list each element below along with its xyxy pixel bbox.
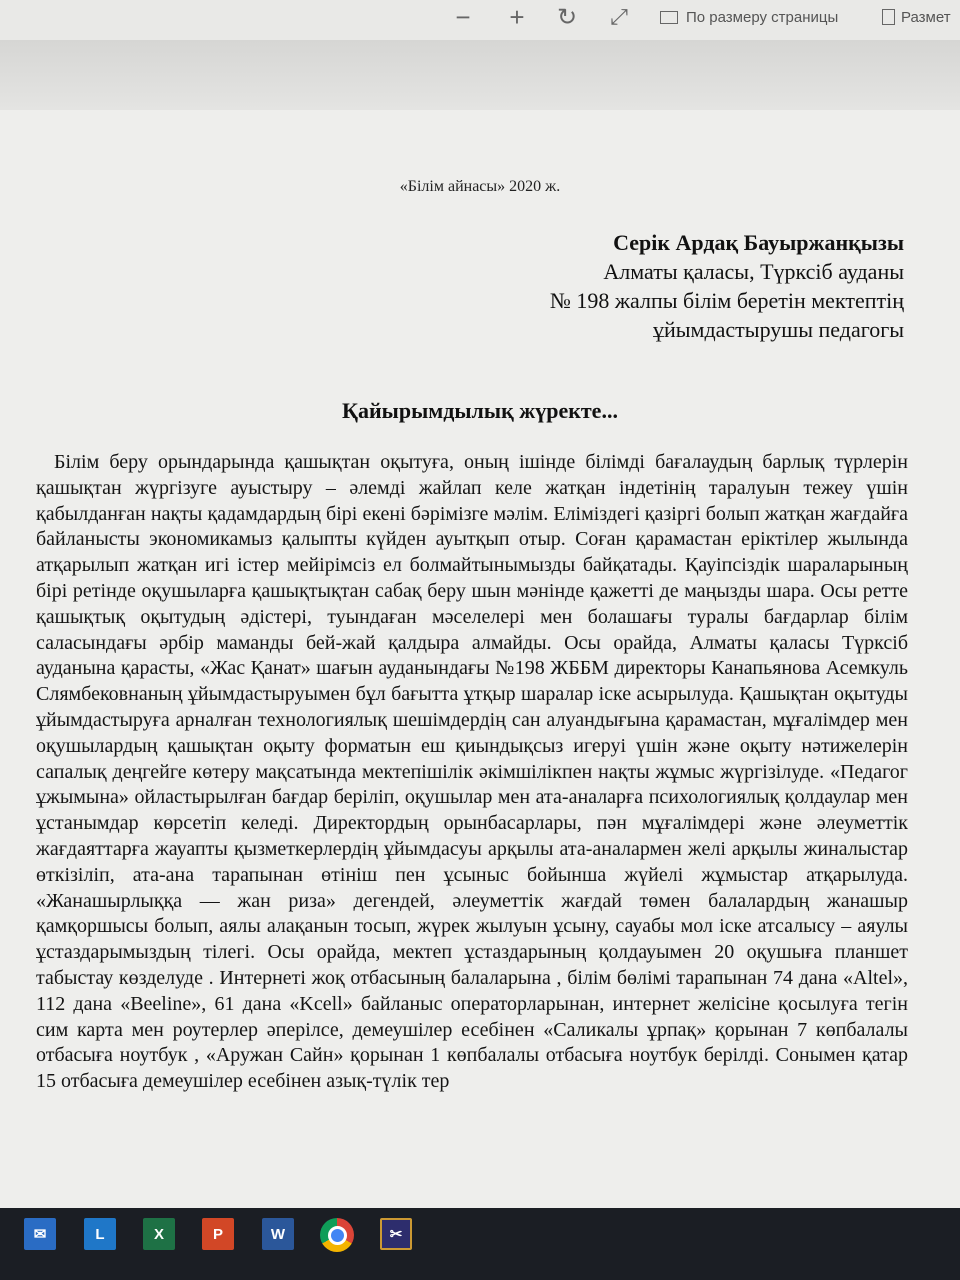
fit-page-button[interactable] — [660, 0, 838, 34]
snipping-tool-icon[interactable]: ✂ — [380, 1218, 412, 1250]
author-affiliation-line: № 198 жалпы білім беретін мектептің — [549, 288, 904, 313]
viewer-background — [0, 40, 960, 110]
author-name: Серік Ардақ Бауыржанқызы — [613, 230, 904, 255]
excel-icon[interactable]: X — [143, 1218, 175, 1250]
author-affiliation-line: ұйымдастырушы педагогы — [652, 317, 904, 342]
word-icon[interactable]: W — [262, 1218, 294, 1250]
rotate-button[interactable] — [552, 0, 582, 34]
zoom-in-button[interactable] — [502, 0, 532, 34]
plus-icon: + — [509, 1, 525, 32]
minus-icon: − — [455, 1, 471, 32]
article-title: Қайырымдылық жүректе... — [342, 398, 618, 423]
mail-icon[interactable]: ✉ — [24, 1218, 56, 1250]
author-affiliation-line: Алматы қаласы, Түрксіб ауданы — [603, 259, 904, 284]
document-page — [0, 110, 960, 1208]
fit-page-label: По размеру страницы — [686, 8, 839, 26]
author-block — [550, 228, 904, 344]
fit-page-icon — [660, 11, 678, 24]
size-label: Размет — [901, 8, 951, 26]
zoom-out-button[interactable] — [448, 0, 478, 34]
expand-icon: ⤢ — [610, 4, 628, 29]
viewer-toolbar — [0, 0, 960, 40]
header-note: «Білім айнасы» 2020 ж. — [399, 178, 561, 195]
powerpoint-icon[interactable]: P — [202, 1218, 234, 1250]
expand-button[interactable] — [604, 0, 634, 34]
chrome-icon[interactable] — [320, 1218, 354, 1252]
rotate-icon: ↻ — [556, 3, 578, 31]
chrome-center — [328, 1226, 347, 1245]
taskbar — [0, 1208, 960, 1280]
lync-icon[interactable]: L — [84, 1218, 116, 1250]
article-body: Білім беру орындарында қашықтан оқытуға, оның ішінде білімді бағалаудың барлық түрлерін қашықтан жүргізуге ауыстыру – әлемді жайлап келе жатқан індетінің таралуын тежеу үшін қабылданған нақты қадамдардың бірі екені бәрімізге мәлім. Еліміздегі қазіргі болып жатқан жағдайға байланысты экономикамыз қалыпты күйден ауытқып отыр. Соған қарамастан еріктілер жылында атқарылып жатқан игі істер мейірімсіз ел болмайтынымызды байқатады. Қауіпсіздік шараларының бірі ретінде оқушыларға қашықтықтан сабақ беру шын мәнінде қажетті де маңызды шара. Осы ретте қашықтық оқытудың әдістері, туындаған мәселелері мен болашағы туралы бағдарлар білім саласындағы әрбір маманды бей-жай қалдыра алмайды. Осы орайда, Алматы қаласы Түрксіб ауданына қарасты, «Жас Қанат» шағын ауданындағы №198 ЖББМ директоры Канапьянова Асемкуль Слямбековнаның ұйымдастыруымен бұл бағытта ұтқыр шаралар іске асырылуда. Қашықтан оқытуды ұйымдастыруға арналған технологиялық шешімдердің сан алуандығына қарамастан, мұғалімдер мен оқушылардың қашықтан оқыту форматын еш қиындықсыз игеруі үшін және оқыту нәтижелерін сапалық деңгейге көтеру мақсатында мектепішілік әкімшілікпен нақты жұмыс жүргізілуде. «Педагог ұжымына» ойластырылған бағдар беріліп, оқушылар мен ата-аналарға психологиялық қолдаулар мен ұстанымдар көрсетіп келеді. Директордың орынбасарлары, пән мұғалімдері және әлеуметтік жағдаяттарға жауапты қызметкерлердің ұйымдасуы арқылы ата-аналармен желі арқылы жиналыстар өткізіліп, ата-ана тарапынан өтініш пен ұсыныс бойынша жүйелі жұмыстар атқарылуда. «Жанашырлыққа — жан риза» дегендей, әлеуметтік жағдай төмен балалардың жанашыр қамқоршысы болып, аялы алақанын тосып, жүрек жылуын ұсыну, сауабы мол іске атсалысу – аяулы ұстаздарымыздың тілегі. Осы орайда, мектеп ұстаздарының қолдауымен 20 оқушыға планшет табыстау көзделуде . Интернеті жоқ отбасының балаларына , білім бөлімі тарапынан 74 дана «Altel», 112 дана «Beeline», 61 дана «Kcell» байланыс операторларынан, интернет желісіне қосылуға тегін сим карта мен роутерлер әперілсе, демеушілер есебінен «Саликалы ұрпақ» қорынан 7 көпбалалы отбасыға ноутбук , «Аружан Сайн» қорынан 1 көпбалалы отбасыға ноутбук берілді. Сонымен қатар 15 отбасыға демеушілер есебінен азық-түлік тер — [36, 451, 908, 1093]
size-button[interactable] — [882, 0, 951, 34]
page-size-icon — [882, 9, 895, 25]
